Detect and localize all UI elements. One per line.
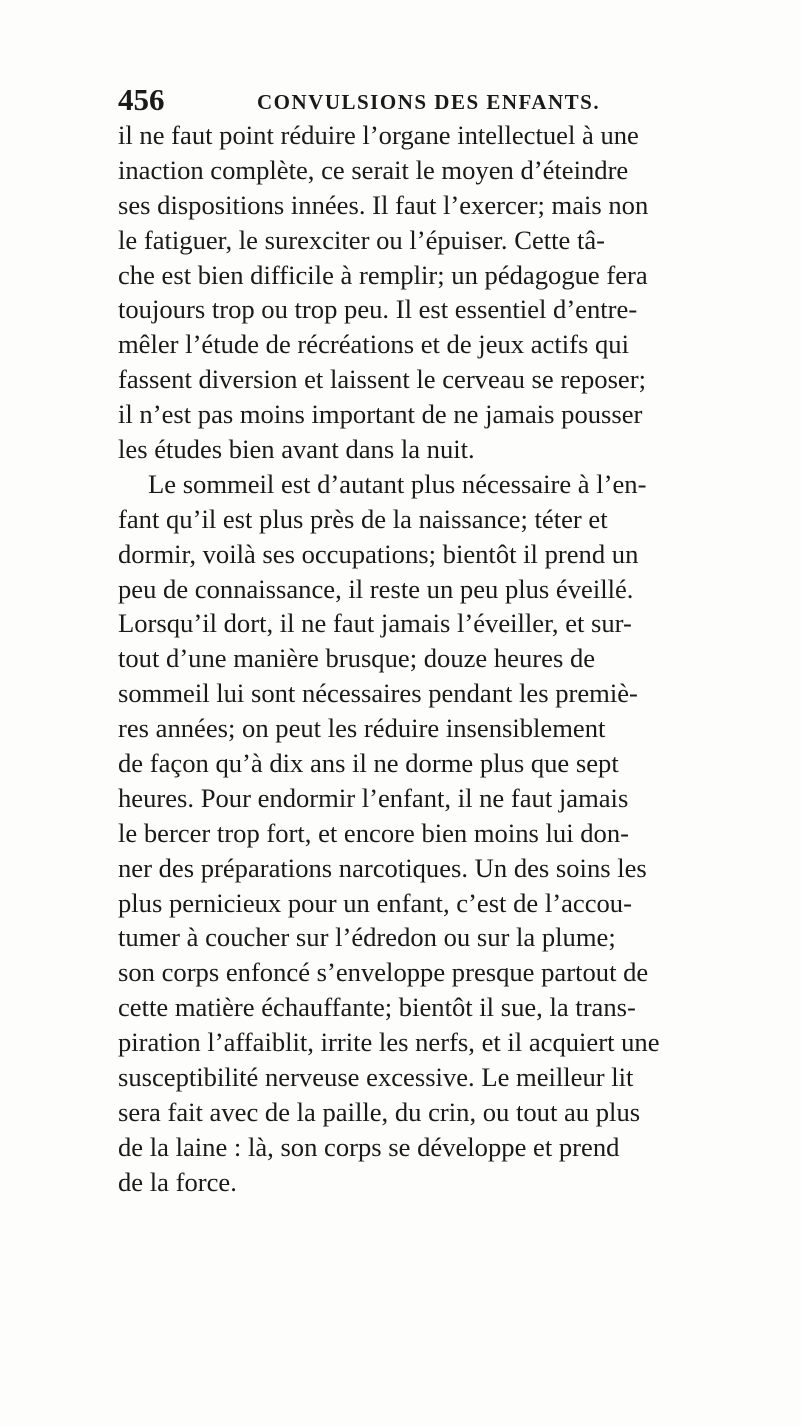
text-line: son corps enfoncé s’enveloppe presque partout de	[118, 957, 649, 988]
text-line: cette matière échauffante; bientôt il sue, la trans-	[118, 992, 636, 1023]
text-line: piration l’affaiblit, irrite les nerfs, et il acquiert une	[118, 1027, 660, 1058]
text-line: il n’est pas moins important de ne jamais pousser	[118, 399, 643, 430]
text-line: sommeil lui sont nécessaires pendant les premiè-	[118, 678, 638, 709]
text-line: de la laine : là, son corps se développe et prend	[118, 1131, 620, 1162]
text-line: le fatiguer, le surexciter ou l’épuiser. Cette tâ-	[118, 224, 606, 255]
text-line: ses dispositions innées. Il faut l’exercer; mais non	[118, 189, 649, 220]
text-line: toujours trop ou trop peu. Il est essentiel d’entre-	[118, 294, 638, 325]
text-line: sera fait avec de la paille, du crin, ou tout au plus	[118, 1096, 641, 1127]
text-line: susceptibilité nerveuse excessive. Le meilleur lit	[118, 1062, 634, 1093]
text-line: de la force.	[118, 1166, 237, 1197]
running-head: CONVULSIONS DES ENFANTS.	[257, 90, 601, 114]
body-text	[118, 118, 790, 1200]
text-line: les études bien avant dans la nuit.	[118, 434, 475, 465]
text-line: tumer à coucher sur l’édredon ou sur la plume;	[118, 922, 616, 953]
text-line: de façon qu’à dix ans il ne dorme plus que sept	[118, 748, 619, 779]
text-line: mêler l’étude de récréations et de jeux actifs qui	[118, 329, 629, 360]
text-line: plus pernicieux pour un enfant, c’est de l’accou-	[118, 887, 632, 918]
text-line: tout d’une manière brusque; douze heures de	[118, 643, 596, 674]
text-line: che est bien difficile à remplir; un pédagogue fera	[118, 259, 648, 290]
page-number: 456	[118, 82, 165, 117]
text-line: inaction complète, ce serait le moyen d’éteindre	[118, 154, 629, 185]
page-header	[118, 82, 708, 122]
text-line: fant qu’il est plus près de la naissance; téter et	[118, 503, 608, 534]
text-line: dormir, voilà ses occupations; bientôt il prend un	[118, 538, 639, 569]
paragraph-first-line: Le sommeil est d’autant plus nécessaire à l’en-	[148, 468, 647, 499]
text-line: res années; on peut les réduire insensiblement	[118, 713, 606, 744]
text-line: ner des préparations narcotiques. Un des soins les	[118, 852, 647, 883]
text-line: le bercer trop fort, et encore bien moins lui don-	[118, 817, 630, 848]
text-line: fassent diversion et laissent le cerveau se reposer;	[118, 364, 646, 395]
text-line: heures. Pour endormir l’enfant, il ne faut jamais	[118, 782, 629, 813]
text-line: peu de connaissance, il reste un peu plus éveillé.	[118, 573, 634, 604]
text-line: Lorsqu’il dort, il ne faut jamais l’éveiller, et sur-	[118, 608, 632, 639]
text-line: il ne faut point réduire l’organe intellectuel à une	[118, 120, 639, 150]
